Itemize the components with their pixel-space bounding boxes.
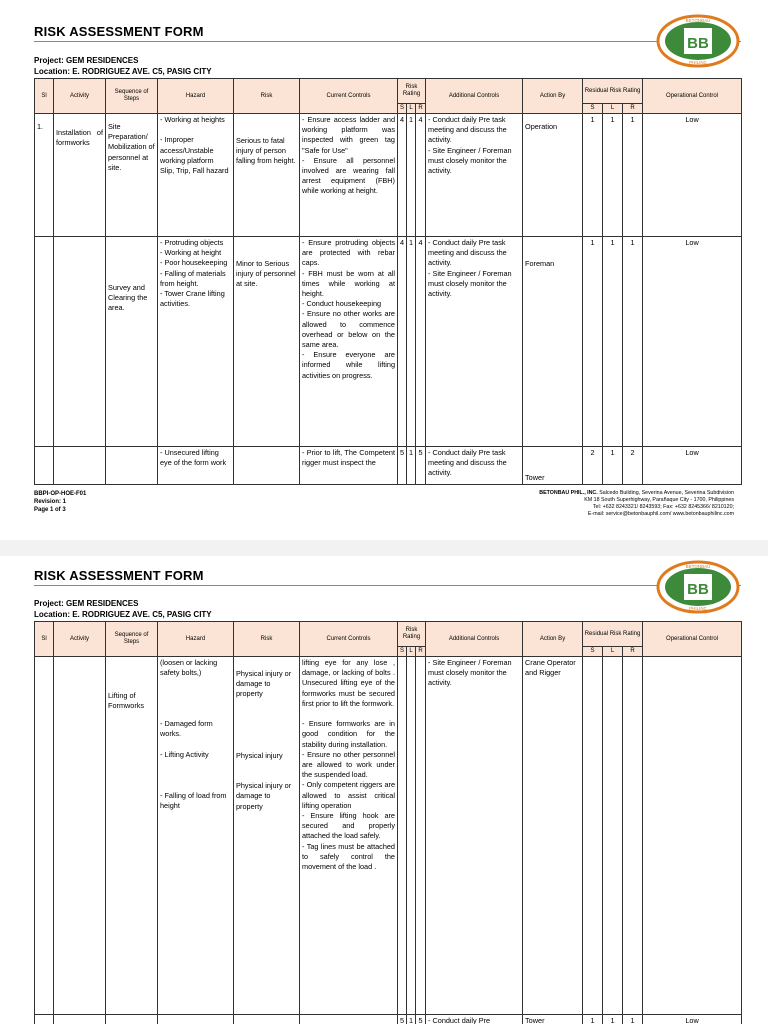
row-additional-controls: - Conduct daily Pre bbox=[426, 1015, 523, 1024]
header-activity: Activity bbox=[54, 622, 106, 657]
table-row bbox=[35, 237, 742, 447]
footer-page: Page 1 of 3 bbox=[34, 507, 66, 513]
row-sequence: Site Preparation/ Mobilization of personnel at site. bbox=[106, 114, 158, 237]
row-current-controls: - Prior to lift, The Competent rigger must inspect the bbox=[300, 447, 398, 485]
company-email: E-mail: service@betonbauphil.com/ www.betonbauphilinc.com bbox=[587, 511, 734, 517]
company-name: BETONBAU PHIL., INC. bbox=[539, 490, 598, 496]
row-r: 4 bbox=[416, 237, 426, 447]
row-additional-controls: - Site Engineer / Foreman must closely monitor the activity. bbox=[426, 657, 523, 1015]
row-sl bbox=[35, 237, 54, 447]
header-r: R bbox=[416, 647, 426, 657]
company-logo bbox=[656, 14, 740, 68]
location-line: Location: E. RODRIGUEZ AVE. C5, PASIG CITY bbox=[34, 67, 212, 76]
row-activity: Installation of formworks bbox=[54, 114, 106, 237]
project-line: Project: GEM RESIDENCES bbox=[34, 56, 139, 65]
header-activity: Activity bbox=[54, 79, 106, 114]
row-residual-l: 1 bbox=[603, 114, 623, 237]
row-l: 1 bbox=[407, 447, 416, 485]
row-l: 1 bbox=[407, 1015, 416, 1024]
row-operational-control: Low bbox=[643, 1015, 742, 1024]
row-risk: Physical injury or damage to property Physical injury Physical injury or damage to property bbox=[234, 657, 300, 1015]
row-sequence: Lifting of Formworks bbox=[106, 657, 158, 1015]
row-current-controls bbox=[300, 1015, 398, 1024]
row-current-controls: lifting eye for any lose , damage, or lacking of bolts . Unsecured lifting eye of the formworks must be secured first prior to lift the formwork. - Ensure formworks are in good condition for the stability during installation. - Ensure no other personnel are allowed to work under the suspended load. - Only competent riggers are allowed to assist critical lifting operation - Ensure lifting hook are secured and properly attached the load safely. - Tag lines must be attached to safely control the movement of the load . bbox=[300, 657, 398, 1015]
logo-bottom-text: PHILINC bbox=[689, 60, 707, 65]
row-sequence bbox=[106, 447, 158, 485]
logo-mark: BB bbox=[687, 581, 709, 598]
row-action-by: Crane Operator and Rigger bbox=[523, 657, 583, 1015]
row-r: 4 bbox=[416, 114, 426, 237]
header-additional-controls: Additional Controls bbox=[426, 79, 523, 114]
project-line: Project: GEM RESIDENCES bbox=[34, 599, 139, 608]
row-s: 4 bbox=[398, 237, 407, 447]
footer-revision: Revision: 1 bbox=[34, 499, 67, 505]
company-phone: Tel: +632 8243321/ 8243593; Fax: +632 8245366/ 8210120; bbox=[592, 504, 734, 510]
row-r: 5 bbox=[416, 447, 426, 485]
row-activity bbox=[54, 1015, 106, 1024]
form-page-2 bbox=[0, 556, 768, 1024]
title-rule bbox=[34, 585, 741, 586]
company-address-line-2: KM 18 South Superhighway, Parañaque City - 1700, Philippines bbox=[584, 497, 734, 503]
form-title: RISK ASSESSMENT FORM bbox=[34, 568, 204, 583]
row-operational-control: Low bbox=[643, 237, 742, 447]
row-residual-l bbox=[603, 657, 623, 1015]
row-residual-r: 1 bbox=[623, 237, 643, 447]
row-residual-s: 1 bbox=[583, 1015, 603, 1024]
header-l: L bbox=[407, 647, 416, 657]
header-risk-rating: Risk Rating bbox=[398, 622, 426, 647]
header-residual-s: S bbox=[583, 104, 603, 114]
row-residual-l: 1 bbox=[603, 237, 623, 447]
row-activity bbox=[54, 447, 106, 485]
row-action-by: Tower bbox=[523, 447, 583, 485]
logo-top-text: BETONBAU bbox=[685, 564, 711, 569]
table-row bbox=[35, 657, 742, 1015]
company-address bbox=[374, 490, 734, 518]
row-residual-l: 1 bbox=[603, 1015, 623, 1024]
logo-mark: BB bbox=[687, 35, 709, 52]
header-residual-l: L bbox=[603, 104, 623, 114]
form-title: RISK ASSESSMENT FORM bbox=[34, 24, 204, 39]
row-s bbox=[398, 657, 407, 1015]
footer-doc-info bbox=[34, 490, 86, 514]
row-l: 1 bbox=[407, 114, 416, 237]
row-risk bbox=[234, 447, 300, 485]
row-current-controls: - Ensure access ladder and working platform was inspected with green tag "Safe for Use" - Ensure all personnel involved are wearing fall arrest equipment (FBH) while working at height. bbox=[300, 114, 398, 237]
row-action-by: Foreman bbox=[523, 237, 583, 447]
row-sequence bbox=[106, 1015, 158, 1024]
header-risk: Risk bbox=[234, 79, 300, 114]
row-residual-s: 2 bbox=[583, 447, 603, 485]
row-current-controls: - Ensure protruding objects are protected with rebar caps. - FBH must be worn at all times while working at height. - Conduct housekeeping - Ensure no other works are allowed to commence overhead or below on the same area. - Ensure everyone are informed while lifting activities on progress. bbox=[300, 237, 398, 447]
row-risk: Minor to Serious injury of personnel at site. bbox=[234, 237, 300, 447]
header-residual-l: L bbox=[603, 647, 623, 657]
header-additional-controls: Additional Controls bbox=[426, 622, 523, 657]
row-risk bbox=[234, 1015, 300, 1024]
row-r: 5 bbox=[416, 1015, 426, 1024]
risk-table-page-1 bbox=[34, 78, 742, 485]
table-row bbox=[35, 447, 742, 485]
header-hazard: Hazard bbox=[158, 622, 234, 657]
row-residual-s bbox=[583, 657, 603, 1015]
row-s: 4 bbox=[398, 114, 407, 237]
row-l: 1 bbox=[407, 237, 416, 447]
row-activity bbox=[54, 237, 106, 447]
row-sl bbox=[35, 657, 54, 1015]
row-additional-controls: - Conduct daily Pre task meeting and discuss the activity. - Site Engineer / Foreman must closely monitor the activity. bbox=[426, 114, 523, 237]
header-current-controls: Current Controls bbox=[300, 622, 398, 657]
logo-bottom-text: PHILINC bbox=[689, 606, 707, 611]
row-l bbox=[407, 657, 416, 1015]
row-hazard: - Protruding objects - Working at height - Poor housekeeping - Falling of materials from height. - Tower Crane lifting activities. bbox=[158, 237, 234, 447]
row-action-by: Tower bbox=[523, 1015, 583, 1024]
header-s: S bbox=[398, 104, 407, 114]
row-hazard bbox=[158, 1015, 234, 1024]
row-hazard: (loosen or lacking safety bolts,) - Damaged form works. - Lifting Activity - Falling of load from height bbox=[158, 657, 234, 1015]
header-sequence: Sequence of Steps bbox=[106, 622, 158, 657]
header-risk: Risk bbox=[234, 622, 300, 657]
header-r: R bbox=[416, 104, 426, 114]
title-rule bbox=[34, 41, 741, 42]
header-action-by: Action By bbox=[523, 622, 583, 657]
row-residual-r: 1 bbox=[623, 1015, 643, 1024]
row-residual-l: 1 bbox=[603, 447, 623, 485]
row-sl bbox=[35, 1015, 54, 1024]
company-address-line-1: Salcedo Building, Severina Avenue, Severina Subdivision bbox=[599, 490, 734, 496]
row-operational-control: Low bbox=[643, 114, 742, 237]
location-line: Location: E. RODRIGUEZ AVE. C5, PASIG CITY bbox=[34, 610, 212, 619]
row-residual-r: 2 bbox=[623, 447, 643, 485]
header-sl: Sl bbox=[35, 622, 54, 657]
row-residual-s: 1 bbox=[583, 237, 603, 447]
row-activity bbox=[54, 657, 106, 1015]
header-residual-r: R bbox=[623, 647, 643, 657]
row-hazard: - Working at heights - Improper access/Unstable working platform Slip, Trip, Fall hazard bbox=[158, 114, 234, 237]
row-residual-r: 1 bbox=[623, 114, 643, 237]
row-action-by: Operation bbox=[523, 114, 583, 237]
header-sequence: Sequence of Steps bbox=[106, 79, 158, 114]
row-operational-control bbox=[643, 657, 742, 1015]
company-logo bbox=[656, 560, 740, 614]
header-residual-r: R bbox=[623, 104, 643, 114]
row-additional-controls: - Conduct daily Pre task meeting and discuss the activity. - Site Engineer / Foreman must closely monitor the activity. bbox=[426, 237, 523, 447]
header-residual-s: S bbox=[583, 647, 603, 657]
row-hazard: - Unsecured lifting eye of the form work bbox=[158, 447, 234, 485]
header-operational-control: Operational Control bbox=[643, 622, 742, 657]
header-s: S bbox=[398, 647, 407, 657]
header-operational-control: Operational Control bbox=[643, 79, 742, 114]
row-additional-controls: - Conduct daily Pre task meeting and discuss the activity. bbox=[426, 447, 523, 485]
logo-top-text: BETONBAU bbox=[685, 18, 711, 23]
header-action-by: Action By bbox=[523, 79, 583, 114]
row-residual-s: 1 bbox=[583, 114, 603, 237]
table-row bbox=[35, 1015, 742, 1024]
header-sl: Sl bbox=[35, 79, 54, 114]
footer-doc-code: BBPI-OP-HOE-F01 bbox=[34, 491, 87, 497]
row-s: 5 bbox=[398, 1015, 407, 1024]
row-risk: Serious to fatal injury of person falling from height. bbox=[234, 114, 300, 237]
row-s: 5 bbox=[398, 447, 407, 485]
row-residual-r bbox=[623, 657, 643, 1015]
header-residual-rating: Residual Risk Rating bbox=[583, 79, 643, 104]
header-l: L bbox=[407, 104, 416, 114]
row-r bbox=[416, 657, 426, 1015]
row-sl bbox=[35, 447, 54, 485]
row-operational-control: Low bbox=[643, 447, 742, 485]
header-risk-rating: Risk Rating bbox=[398, 79, 426, 104]
risk-table-page-2 bbox=[34, 621, 742, 1024]
row-sl: 1. bbox=[35, 114, 54, 237]
row-sequence: Survey and Clearing the area. bbox=[106, 237, 158, 447]
table-row bbox=[35, 114, 742, 237]
header-hazard: Hazard bbox=[158, 79, 234, 114]
header-residual-rating: Residual Risk Rating bbox=[583, 622, 643, 647]
header-current-controls: Current Controls bbox=[300, 79, 398, 114]
page-separator bbox=[0, 540, 768, 556]
